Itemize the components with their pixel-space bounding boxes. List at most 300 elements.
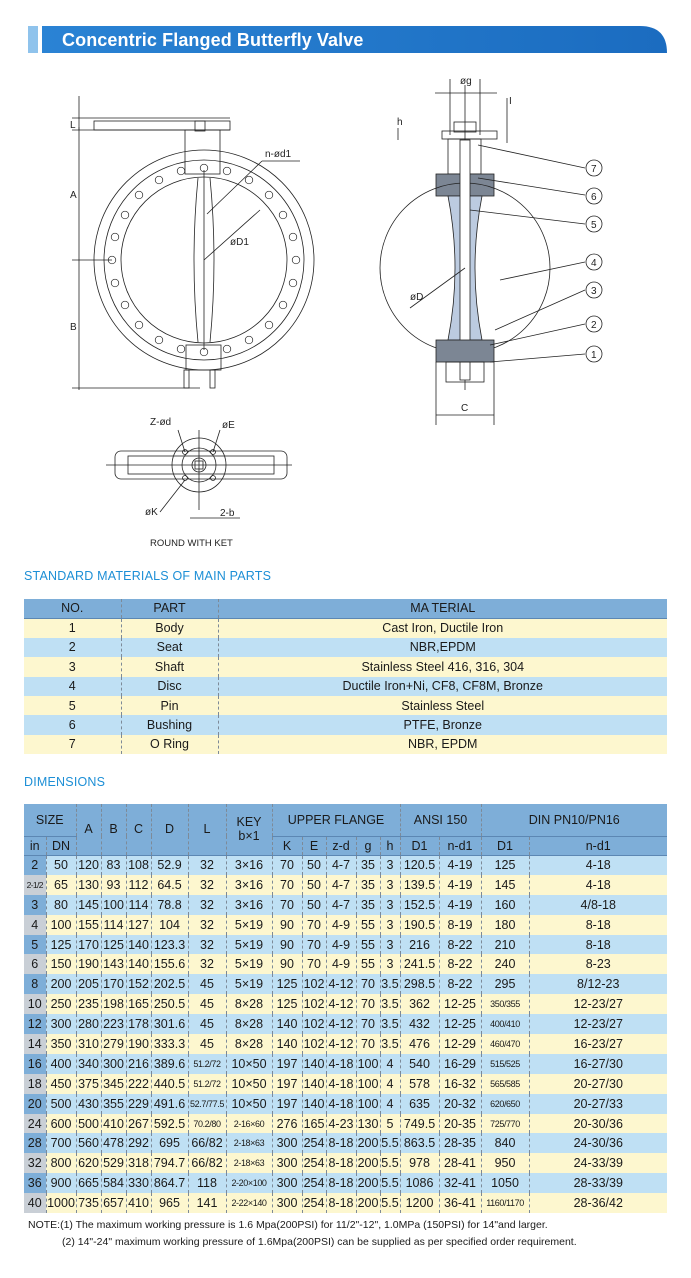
cell-material: Stainless Steel 416, 316, 304 — [361, 659, 525, 674]
table-cell: 4-12 — [326, 1014, 356, 1034]
table-cell: 152.5 — [400, 895, 439, 915]
cell-no: 6 — [24, 715, 121, 734]
table-cell: 118 — [188, 1173, 226, 1193]
table-cell: 197 — [272, 1054, 302, 1074]
table-cell: 18 — [24, 1074, 46, 1094]
table-cell: 216 — [400, 935, 439, 955]
table-cell: 3 — [380, 875, 400, 895]
table-cell: 4-18 — [585, 877, 611, 892]
col-header-c: C — [126, 804, 151, 855]
table-cell: 450 — [46, 1074, 76, 1094]
table-cell: 125 — [272, 994, 302, 1014]
table-cell: 125 — [272, 974, 302, 994]
materials-table — [24, 599, 667, 754]
dim-label-k: øK — [145, 507, 158, 518]
table-row — [24, 855, 667, 875]
table-cell: 10×50 — [226, 1094, 272, 1114]
table-cell: 4-19 — [439, 875, 481, 895]
table-cell: 298.5 — [400, 974, 439, 994]
table-row — [24, 1074, 667, 1094]
table-cell: 3 — [380, 895, 400, 915]
table-cell: 375 — [76, 1074, 101, 1094]
cell-part: O Ring — [121, 735, 218, 754]
table-cell: 4-23 — [326, 1114, 356, 1134]
table-cell: 515/525 — [481, 1054, 529, 1074]
table-cell: 8-18 — [326, 1173, 356, 1193]
table-cell: 300 — [272, 1153, 302, 1173]
table-cell: 478 — [101, 1133, 126, 1153]
table-cell: 14 — [24, 1034, 46, 1054]
table-cell: 1200 — [400, 1193, 439, 1213]
table-cell: 4-18 — [585, 858, 611, 873]
table-cell: 36 — [24, 1173, 46, 1193]
dim-label-2b: 2-b — [220, 508, 235, 519]
table-cell: 410 — [101, 1114, 126, 1134]
table-cell: 8-18 — [326, 1153, 356, 1173]
table-cell: 197 — [272, 1074, 302, 1094]
col-header-size: SIZE — [24, 804, 76, 836]
table-cell: 280 — [76, 1014, 101, 1034]
table-cell: 540 — [400, 1054, 439, 1074]
col-header-h: h — [380, 836, 400, 855]
table-cell: 190 — [76, 954, 101, 974]
table-cell: 16-29 — [439, 1054, 481, 1074]
table-cell: 150 — [46, 954, 76, 974]
table-cell: 20-27/33 — [573, 1096, 623, 1111]
table-cell: 620/650 — [481, 1094, 529, 1114]
table-cell: 155 — [76, 915, 101, 935]
table-cell: 12-25 — [439, 994, 481, 1014]
cell-part: Body — [121, 618, 218, 637]
table-cell: 4-7 — [326, 895, 356, 915]
table-cell: 240 — [481, 954, 529, 974]
table-cell: 840 — [481, 1133, 529, 1153]
table-cell: 1000 — [46, 1193, 76, 1213]
col-header-d: D — [151, 804, 188, 855]
table-cell: 32-41 — [439, 1173, 481, 1193]
table-cell: 432 — [400, 1014, 439, 1034]
table-cell: 20 — [24, 1094, 46, 1114]
table-cell: 140 — [272, 1034, 302, 1054]
table-cell: 200 — [46, 974, 76, 994]
table-cell: 3 — [380, 954, 400, 974]
table-cell: 102 — [302, 1014, 326, 1034]
table-row — [24, 994, 667, 1014]
table-row — [24, 638, 667, 657]
table-cell: 140 — [302, 1094, 326, 1114]
table-cell: 300 — [272, 1133, 302, 1153]
table-cell: 12-29 — [439, 1034, 481, 1054]
cell-material: Cast Iron, Ductile Iron — [382, 621, 504, 636]
table-cell: 254 — [302, 1173, 326, 1193]
table-cell: 70 — [356, 974, 380, 994]
cell-no: 7 — [24, 735, 121, 754]
table-row — [24, 1173, 667, 1193]
table-cell: 93 — [101, 875, 126, 895]
table-cell: 100 — [356, 1074, 380, 1094]
table-cell: 125 — [101, 935, 126, 955]
dim-label-nd1: n-ød1 — [265, 149, 292, 160]
table-cell: 5×19 — [226, 935, 272, 955]
table-cell: 205 — [76, 974, 101, 994]
table-cell: 355 — [101, 1094, 126, 1114]
dim-label-zd: Z-ød — [150, 417, 172, 428]
callout-4: 4 — [591, 258, 597, 269]
table-cell: 143 — [101, 954, 126, 974]
table-cell: 229 — [126, 1094, 151, 1114]
table-row — [24, 1034, 667, 1054]
table-cell: 28-36/42 — [573, 1196, 623, 1211]
table-row — [24, 974, 667, 994]
table-cell: 55 — [356, 915, 380, 935]
table-cell: 210 — [481, 935, 529, 955]
table-cell: 140 — [272, 1014, 302, 1034]
table-cell: 165 — [302, 1114, 326, 1134]
table-cell: 4 — [24, 915, 46, 935]
table-cell: 198 — [101, 994, 126, 1014]
table-cell: 160 — [481, 895, 529, 915]
cell-part: Bushing — [121, 715, 218, 734]
notes — [28, 1217, 577, 1251]
table-cell: 300 — [272, 1193, 302, 1213]
table-cell: 3.5 — [380, 1034, 400, 1054]
table-row — [24, 915, 667, 935]
table-cell: 112 — [126, 875, 151, 895]
table-cell: 4-19 — [439, 855, 481, 875]
table-cell: 190 — [126, 1034, 151, 1054]
table-cell: 70 — [302, 915, 326, 935]
col-header-zd: z-d — [326, 836, 356, 855]
table-cell: 3 — [380, 855, 400, 875]
col-header-material: MA TERIAL — [218, 599, 667, 618]
table-cell: 32 — [188, 895, 226, 915]
table-cell: 141 — [188, 1193, 226, 1213]
table-cell: 950 — [481, 1153, 529, 1173]
table-cell: 16-27/30 — [573, 1056, 623, 1071]
table-cell: 35 — [356, 875, 380, 895]
table-cell: 5.5 — [380, 1193, 400, 1213]
table-cell: 178 — [126, 1014, 151, 1034]
table-cell: 241.5 — [400, 954, 439, 974]
table-cell: 330 — [126, 1173, 151, 1193]
table-row — [24, 677, 667, 696]
table-cell: 200 — [356, 1173, 380, 1193]
table-cell: 16-23/27 — [573, 1036, 623, 1051]
table-cell: 864.7 — [151, 1173, 188, 1193]
table-cell: 8×28 — [226, 1034, 272, 1054]
table-row — [24, 715, 667, 734]
table-cell: 4-12 — [326, 994, 356, 1014]
table-cell: 578 — [400, 1074, 439, 1094]
table-cell: 10 — [24, 994, 46, 1014]
table-cell: 700 — [46, 1133, 76, 1153]
table-cell: 2-1/2 — [24, 875, 46, 895]
table-cell: 140 — [302, 1074, 326, 1094]
table-cell: 200 — [356, 1193, 380, 1213]
table-cell: 200 — [356, 1133, 380, 1153]
table-cell: 3.5 — [380, 994, 400, 1014]
table-row — [24, 657, 667, 676]
col-header-ansi150: ANSI 150 — [400, 804, 481, 836]
table-cell: 50 — [302, 895, 326, 915]
table-cell: 65 — [46, 875, 76, 895]
table-cell: 476 — [400, 1034, 439, 1054]
table-cell: 8-18 — [326, 1193, 356, 1213]
table-cell: 254 — [302, 1133, 326, 1153]
table-row — [24, 1114, 667, 1134]
table-row — [24, 1094, 667, 1114]
cell-material: NBR, EPDM — [408, 737, 478, 752]
table-cell: 592.5 — [151, 1114, 188, 1134]
dim-label-c: C — [461, 403, 469, 414]
page-title: Concentric Flanged Butterfly Valve — [62, 30, 364, 50]
table-cell: 104 — [151, 915, 188, 935]
table-row — [24, 1133, 667, 1153]
table-cell: 125 — [46, 935, 76, 955]
table-row — [24, 1153, 667, 1173]
callout-6: 6 — [591, 192, 597, 203]
table-cell: 114 — [101, 915, 126, 935]
table-cell: 4-9 — [326, 954, 356, 974]
table-cell: 51.2/72 — [188, 1074, 226, 1094]
table-cell: 165 — [126, 994, 151, 1014]
table-row — [24, 875, 667, 895]
dim-label-g: øg — [460, 76, 472, 87]
table-cell: 152 — [126, 974, 151, 994]
table-cell: 145 — [76, 895, 101, 915]
table-cell: 4-7 — [326, 855, 356, 875]
table-cell: 140 — [126, 954, 151, 974]
table-cell: 1160/1170 — [481, 1193, 529, 1213]
cell-no: 5 — [24, 696, 121, 715]
table-cell: 55 — [356, 954, 380, 974]
table-cell: 5.5 — [380, 1133, 400, 1153]
table-cell: 4-12 — [326, 1034, 356, 1054]
table-cell: 197 — [272, 1094, 302, 1114]
table-cell: 584 — [101, 1173, 126, 1193]
dim-label-i: I — [509, 96, 512, 107]
table-cell: 254 — [302, 1193, 326, 1213]
table-row — [24, 1193, 667, 1213]
table-cell: 4-9 — [326, 915, 356, 935]
table-cell: 430 — [76, 1094, 101, 1114]
table-cell: 24-30/36 — [573, 1136, 623, 1151]
table-cell: 8-18 — [585, 937, 611, 952]
table-cell: 8 — [24, 974, 46, 994]
table-cell: 460/470 — [481, 1034, 529, 1054]
table-cell: 4-12 — [326, 974, 356, 994]
table-cell: 4 — [380, 1074, 400, 1094]
callout-5: 5 — [591, 220, 597, 231]
table-cell: 216 — [126, 1054, 151, 1074]
table-cell: 24 — [24, 1114, 46, 1134]
table-cell: 665 — [76, 1173, 101, 1193]
cell-part: Pin — [121, 696, 218, 715]
table-cell: 3 — [380, 915, 400, 935]
table-cell: 440.5 — [151, 1074, 188, 1094]
table-cell: 70 — [356, 1014, 380, 1034]
table-cell: 2-16×60 — [226, 1114, 272, 1134]
table-cell: 130 — [356, 1114, 380, 1134]
table-cell: 16-32 — [439, 1074, 481, 1094]
table-cell: 16 — [24, 1054, 46, 1074]
table-cell: 100 — [46, 915, 76, 935]
table-cell: 300 — [101, 1054, 126, 1074]
table-cell: 10×50 — [226, 1054, 272, 1074]
col-header-upper-flange: UPPER FLANGE — [272, 804, 400, 836]
table-cell: 127 — [126, 915, 151, 935]
table-cell: 800 — [46, 1153, 76, 1173]
col-header-g: g — [356, 836, 380, 855]
table-cell: 267 — [126, 1114, 151, 1134]
table-cell: 8-23 — [585, 957, 611, 972]
col-header-no: NO. — [24, 599, 121, 618]
table-cell: 4-18 — [326, 1054, 356, 1074]
table-cell: 66/82 — [188, 1153, 226, 1173]
table-cell: 350/355 — [481, 994, 529, 1014]
table-cell: 5 — [24, 935, 46, 955]
table-row — [24, 895, 667, 915]
table-cell: 3×16 — [226, 855, 272, 875]
table-cell: 4-7 — [326, 875, 356, 895]
table-cell: 32 — [188, 875, 226, 895]
table-cell: 4 — [380, 1094, 400, 1114]
table-cell: 4-19 — [439, 895, 481, 915]
note-1: NOTE:(1) The maximum working pressure is 1.6 Mpa(200PSI) for 11/2"-12", 1.0MPa (150PSI) for 14"and larger. — [28, 1219, 548, 1231]
table-cell: 32 — [188, 935, 226, 955]
col-header-din-d1: D1 — [481, 836, 529, 855]
table-cell: 565/585 — [481, 1074, 529, 1094]
table-cell: 5×19 — [226, 915, 272, 935]
table-cell: 410 — [126, 1193, 151, 1213]
table-cell: 50 — [302, 855, 326, 875]
table-cell: 190.5 — [400, 915, 439, 935]
table-cell: 155.6 — [151, 954, 188, 974]
col-header-dn: DN — [46, 836, 76, 855]
table-cell: 725/770 — [481, 1114, 529, 1134]
table-cell: 8×28 — [226, 1014, 272, 1034]
table-cell: 120 — [76, 855, 101, 875]
table-cell: 70 — [272, 855, 302, 875]
table-cell: 3.5 — [380, 1014, 400, 1034]
table-cell: 10×50 — [226, 1074, 272, 1094]
table-cell: 108 — [126, 855, 151, 875]
table-cell: 140 — [126, 935, 151, 955]
table-cell: 200 — [356, 1153, 380, 1173]
table-cell: 2-20×100 — [226, 1173, 272, 1193]
table-cell: 50 — [46, 855, 76, 875]
table-cell: 8/12-23 — [577, 977, 620, 992]
table-cell: 1086 — [400, 1173, 439, 1193]
callout-3: 3 — [591, 286, 597, 297]
table-cell: 28-33/39 — [573, 1176, 623, 1191]
table-cell: 130 — [76, 875, 101, 895]
table-cell: 70 — [302, 954, 326, 974]
cell-part: Disc — [121, 677, 218, 696]
table-cell: 295 — [481, 974, 529, 994]
table-cell: 310 — [76, 1034, 101, 1054]
table-cell: 28-35 — [439, 1133, 481, 1153]
table-cell: 120.5 — [400, 855, 439, 875]
table-cell: 8-22 — [439, 974, 481, 994]
table-cell: 3×16 — [226, 875, 272, 895]
table-cell: 52.9 — [151, 855, 188, 875]
table-cell: 965 — [151, 1193, 188, 1213]
table-cell: 8-18 — [585, 917, 611, 932]
table-cell: 4/8-18 — [580, 897, 616, 912]
table-cell: 28 — [24, 1133, 46, 1153]
col-header-ansi-nd1: n-d1 — [439, 836, 481, 855]
table-cell: 8×28 — [226, 994, 272, 1014]
table-cell: 301.6 — [151, 1014, 188, 1034]
table-cell: 500 — [46, 1094, 76, 1114]
callout-2: 2 — [591, 320, 597, 331]
col-header-a: A — [76, 804, 101, 855]
table-cell: 362 — [400, 994, 439, 1014]
table-cell: 45 — [188, 1014, 226, 1034]
cell-no: 2 — [24, 638, 121, 657]
table-cell: 40 — [24, 1193, 46, 1213]
dim-label-a: A — [70, 190, 77, 201]
dim-label-h: h — [397, 117, 403, 128]
table-cell: 32 — [188, 954, 226, 974]
table-cell: 276 — [272, 1114, 302, 1134]
table-cell: 657 — [101, 1193, 126, 1213]
table-cell: 114 — [126, 895, 151, 915]
table-cell: 3 — [24, 895, 46, 915]
col-header-l: L — [188, 804, 226, 855]
table-cell: 90 — [272, 954, 302, 974]
table-cell: 20-32 — [439, 1094, 481, 1114]
dim-label-b: B — [70, 322, 77, 333]
col-header-b: B — [101, 804, 126, 855]
cell-part: Shaft — [121, 657, 218, 676]
table-cell: 345 — [101, 1074, 126, 1094]
table-cell: 2-18×63 — [226, 1133, 272, 1153]
table-cell: 491.6 — [151, 1094, 188, 1114]
dim-label-e: øE — [222, 420, 235, 431]
table-cell: 560 — [76, 1133, 101, 1153]
table-cell: 90 — [272, 935, 302, 955]
table-cell: 8-22 — [439, 954, 481, 974]
table-cell: 20-35 — [439, 1114, 481, 1134]
table-cell: 32 — [24, 1153, 46, 1173]
col-header-din: DIN PN10/PN16 — [481, 804, 667, 836]
table-cell: 102 — [302, 974, 326, 994]
table-cell: 8-18 — [326, 1133, 356, 1153]
col-header-part: PART — [121, 599, 218, 618]
table-cell: 529 — [101, 1153, 126, 1173]
table-cell: 900 — [46, 1173, 76, 1193]
cell-no: 3 — [24, 657, 121, 676]
table-cell: 55 — [356, 935, 380, 955]
table-cell: 139.5 — [400, 875, 439, 895]
table-cell: 24-33/39 — [573, 1156, 623, 1171]
table-cell: 635 — [400, 1094, 439, 1114]
table-cell: 2 — [24, 855, 46, 875]
table-row — [24, 1054, 667, 1074]
table-cell: 300 — [272, 1173, 302, 1193]
table-cell: 140 — [302, 1054, 326, 1074]
table-cell: 3 — [380, 935, 400, 955]
table-cell: 83 — [101, 855, 126, 875]
table-cell: 4-9 — [326, 935, 356, 955]
table-cell: 5.5 — [380, 1153, 400, 1173]
table-cell: 5.5 — [380, 1173, 400, 1193]
cell-part: Seat — [121, 638, 218, 657]
table-cell: 300 — [46, 1014, 76, 1034]
table-cell: 5×19 — [226, 954, 272, 974]
